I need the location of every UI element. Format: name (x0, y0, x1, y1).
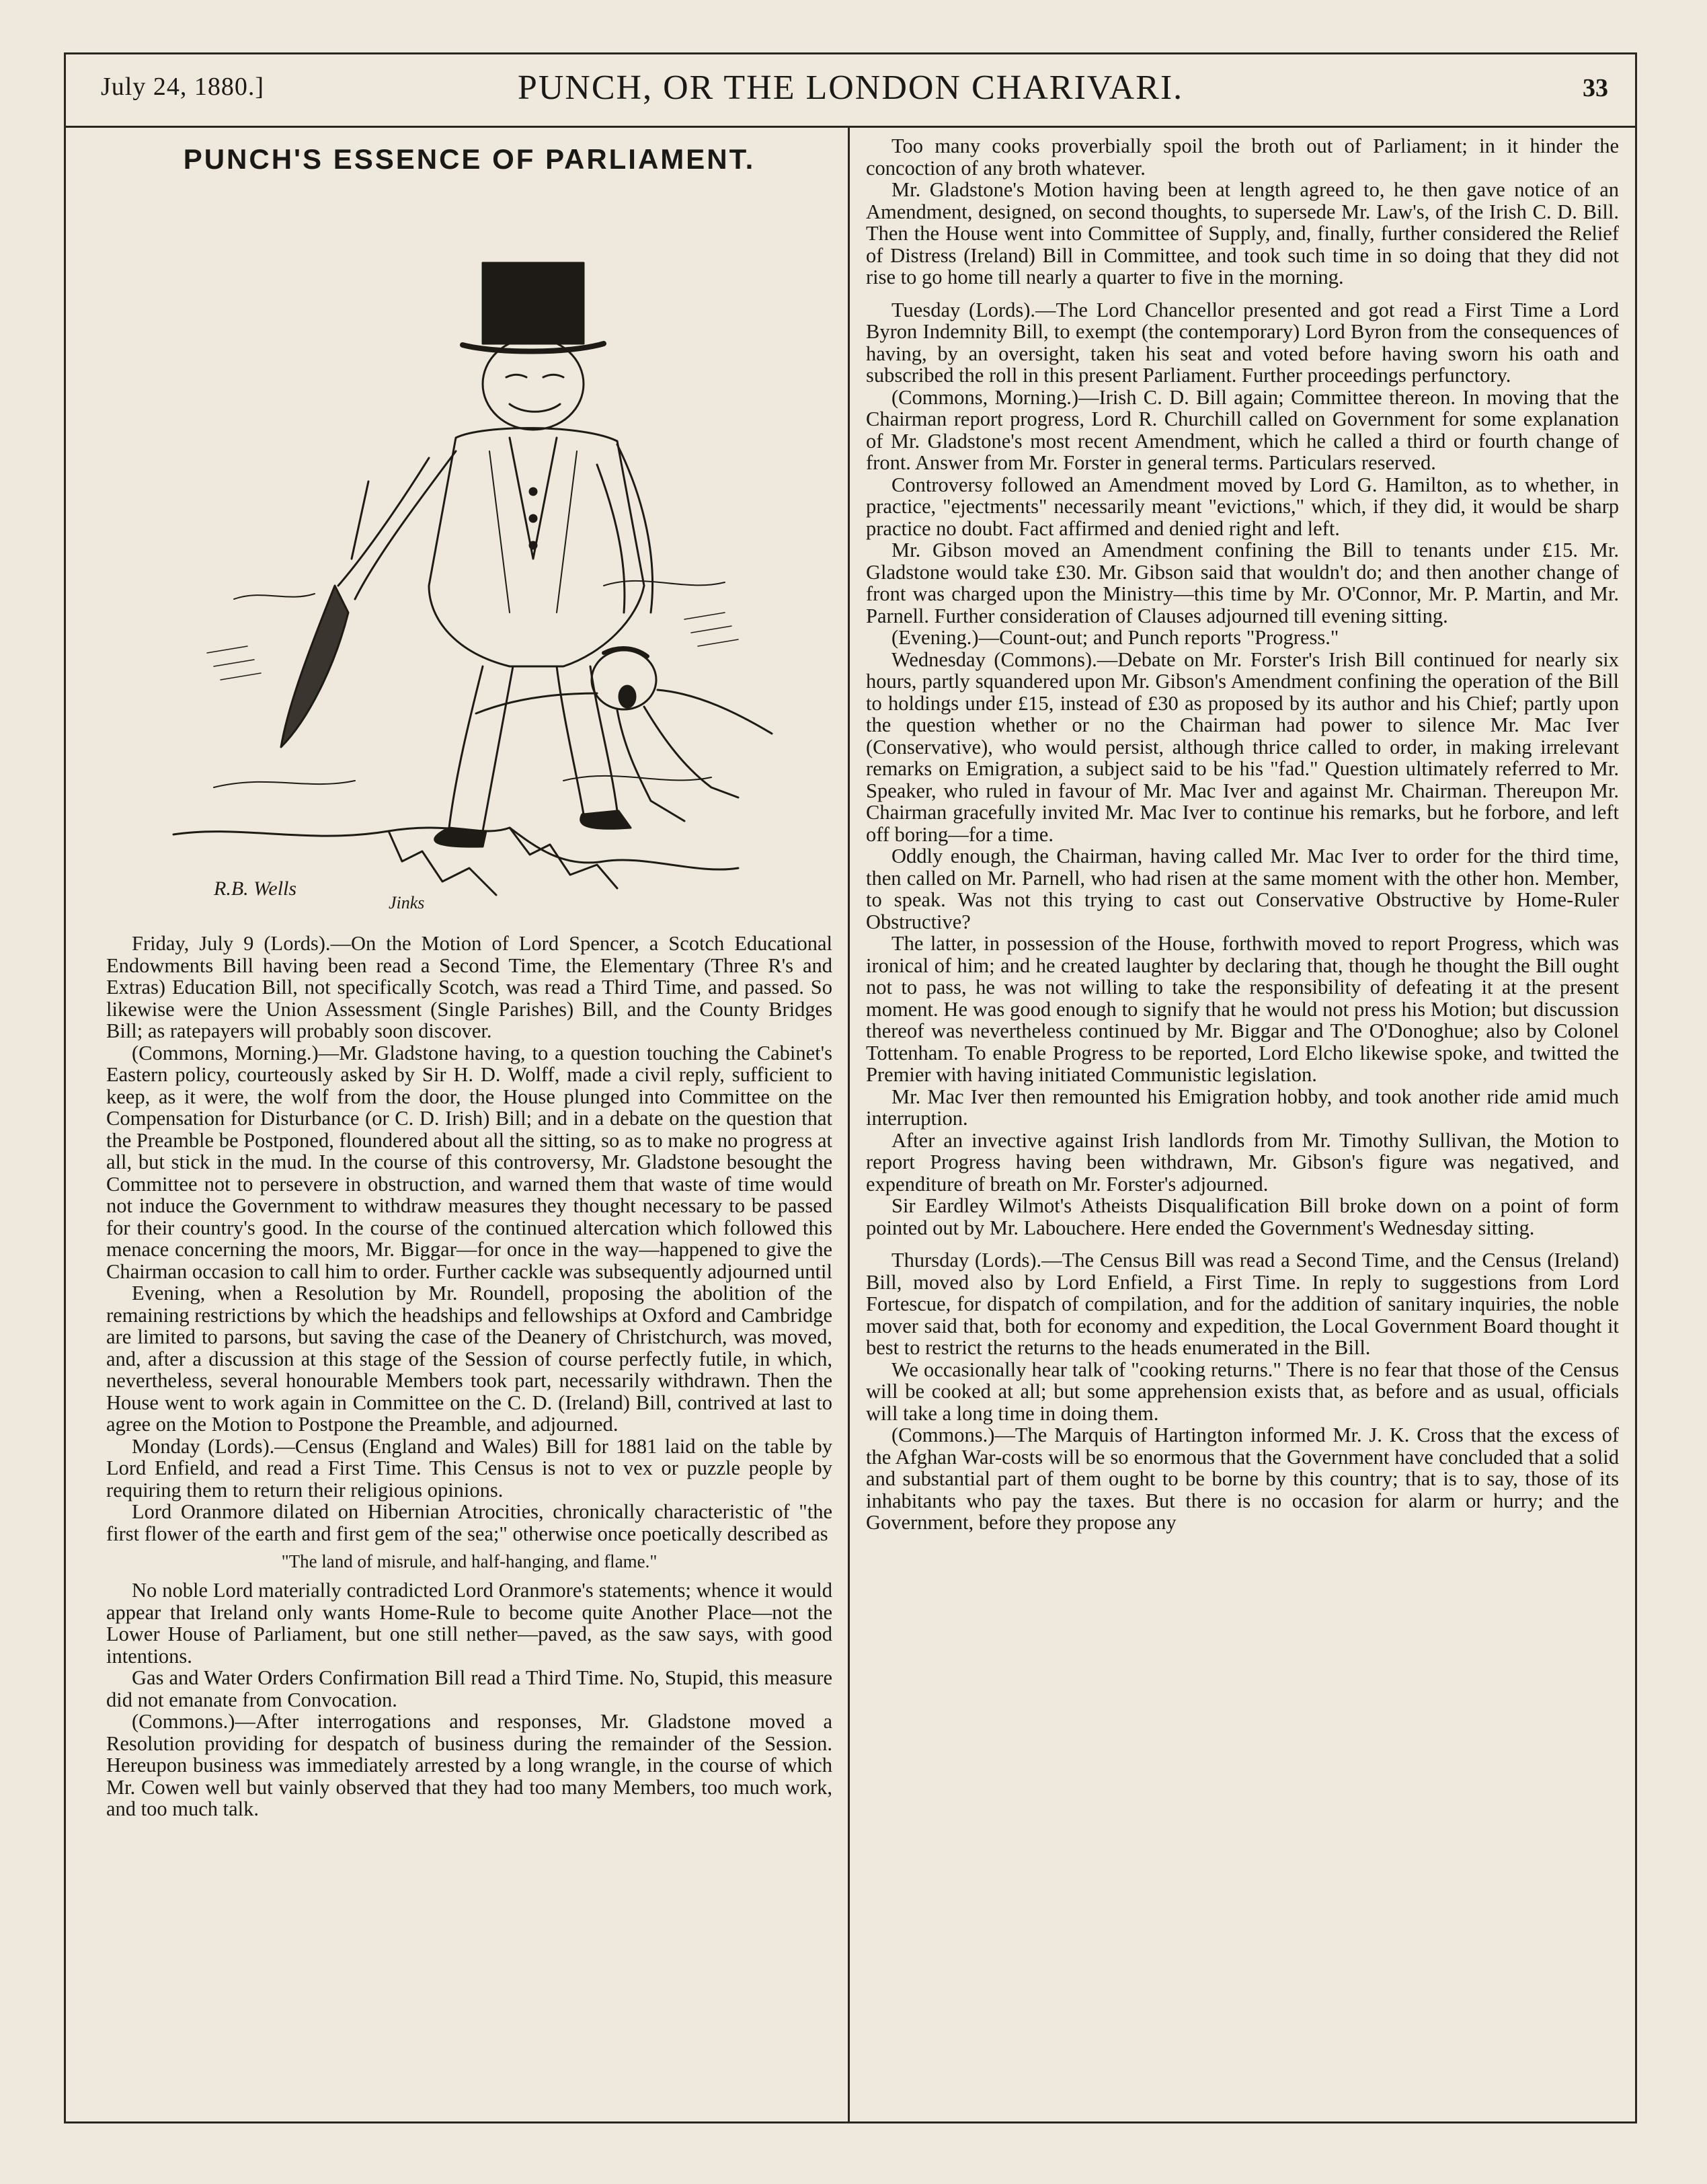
paragraph: Sir Eardley Wilmot's Atheists Disqualification Bill broke down on a point of form pointed out by Mr. Labouchere. Here ended the Government's Wednesday sitting. (866, 1194, 1619, 1239)
column-divider (848, 126, 850, 2123)
engraver-signature: Jinks (389, 893, 425, 912)
paragraph: Lord Oranmore dilated on Hibernian Atrocities, chronically characteristic of "the first flower of the earth and first gem of the sea;" otherwise once poetically described as (106, 1500, 832, 1545)
left-column-text (106, 933, 832, 1820)
paragraph: Mr. Gibson moved an Amendment confining the Bill to tenants under £15. Mr. Gladstone would take £30. Mr. Gibson said that wouldn't do; and then another change of front was charged upon the Ministry—this time by Mr. O'Connor, Mr. P. Martin, and Mr. Parnell. Further consideration of Clauses adjourned till evening sitting. (866, 539, 1619, 627)
page-number: 33 (1583, 74, 1608, 102)
paragraph: The latter, in possession of the House, forthwith moved to report Progress, which was ironical of him; and he created laughter by declaring that, though he thought the Bill ought not to pass, he was not willing to take the responsibility of defeating it at the present moment. He was good enough to signify that he would not press his Motion; but discussion thereof was nevertheless continued by Mr. Biggar and The O'Donoghue; also by Colonel Tottenham. To enable Progress to be reported, Lord Elcho likewise spoke, and twitted the Premier with having initiated Communistic legislation. (866, 932, 1619, 1086)
left-column (106, 135, 832, 2099)
paragraph: Friday, July 9 (Lords).—On the Motion of Lord Spencer, a Scotch Educational Endowments Bill having been read a Second Time, the Elementary (Three R's and Extras) Education Bill, not specifically Scotch, was read a Third Time, and passed. So likewise were the Union Assessment (Single Parishes) Bill, and the County Bridges Bill; as ratepayers will probably soon discover. (106, 932, 832, 1042)
paragraph: (Evening.)—Count-out; and Punch reports "Progress." (891, 626, 1339, 649)
paragraph: Controversy followed an Amendment moved by Lord G. Hamilton, as to whether, in practice, "ejectments" necessarily meant "evictions," which, if they did, it would be sharp practice no doubt. Fact affirmed and denied right and left. (866, 473, 1619, 540)
paragraph: Tuesday (Lords).—The Lord Chancellor presented and got read a First Time a Lord Byron Indemnity Bill, to exempt (the contemporary) Lord Byron from the consequences of having, by an oversight, taken his seat and voted before having sworn his oath and subscribed the roll in this present Parliament. Further proceedings perfunctory. (866, 298, 1619, 387)
right-column (866, 135, 1619, 2112)
publication-title: PUNCH, OR THE LONDON CHARIVARI. (517, 69, 1184, 107)
paragraph: No noble Lord materially contradicted Lord Oranmore's statements; whence it would appear that Ireland only wants Home-Rule to become quite Another Place—not the Lower House of Parliament, but one still nether—paved, as the saw says, with good intentions. (106, 1579, 832, 1668)
paragraph: (Commons, Morning.)—Irish C. D. Bill again; Committee thereon. In moving that the Chairman report progress, Lord R. Churchill called on Government for some explanation of Mr. Gladstone's most recent Amendment, which he called a third or fourth change of front. Answer from Mr. Forster in general terms. Particulars reserved. (866, 385, 1619, 474)
paragraph: We occasionally hear talk of "cooking returns." There is no fear that those of the Census will be cooked at all; but some apprehension exists that, as before and as usual, officials will take a long time in doing them. (866, 1358, 1619, 1425)
article-title: PUNCH'S ESSENCE OF PARLIAMENT. (183, 143, 756, 175)
paragraph: Gas and Water Orders Confirmation Bill read a Third Time. No, Stupid, this measure did not emanate from Convocation. (106, 1666, 832, 1711)
paragraph: (Commons, Morning.)—Mr. Gladstone having, to a question touching the Cabinet's Eastern policy, courteously asked by Sir H. D. Wolff, made a civil reply, sufficient to keep, as it were, the wolf from the door, the House plunged into Committee on the Compensation for Disturbance (or C. D. Irish) Bill; and in a debate on the question that the Preamble be Postponed, floundered about all the sitting, so as to make no progress at all, but stick in the mud. In the course of this controversy, Mr. Gladstone besought the Committee not to persevere in obstruction, and warned them that waste of time would not induce the Government to withdraw measures they thought necessary to be passed for their country's good. In the course of the continued altercation which followed this menace concerning the moors, Mr. Biggar—for once in the way—happened to give the Chairman occasion to call him to order. Further cackle was subsequently adjourned until (106, 1041, 832, 1283)
paragraph: (Commons.)—The Marquis of Hartington informed Mr. J. K. Cross that the excess of the Afghan War-costs will be so enormous that the Government have concluded that a solid and substantial part of them ought to be borne by this country; that is to say, those of its inhabitants who pay the taxes. But there is no occasion for alarm or hurry; and the Government, before they propose any (866, 1424, 1619, 1534)
quotation: "The land of misrule, and half-hanging, and flame." (281, 1551, 658, 1571)
paragraph: Mr. Gladstone's Motion having been at length agreed to, he then gave notice of an Amendment, designed, on second thoughts, to supersede Mr. Law's, of the Irish C. D. Bill. Then the House went into Committee of Supply, and, finally, further considered the Relief of Distress (Ireland) Bill in Committee, and took such time in so doing that they did not rise to go home till nearly a quarter to five in the morning. (866, 178, 1619, 288)
issue-date: July 24, 1880.] (101, 73, 264, 101)
paragraph: Wednesday (Commons).—Debate on Mr. Forster's Irish Bill continued for nearly six hours, partly squandered upon Mr. Gibson's Amendment confining the operation of the Bill to holdings under £15, instead of £30 as proposed by its author and his Chief; partly upon the question whether or no the Chairman had power to silence Mr. Mac Iver (Conservative), who would persist, although thrice called to order, in making irrelevant remarks on Emigration, a subject said to be his "fad." Question ultimately referred to Mr. Speaker, who ruled in favour of Mr. Mac Iver and against Mr. Chairman. Thereupon Mr. Chairman gracefully invited Mr. Mac Iver to continue his remarks, but he forbore, and left off boring—for a time. (866, 648, 1619, 846)
paragraph: Mr. Mac Iver then remounted his Emigration hobby, and took another ride amid much interruption. (866, 1085, 1619, 1130)
paragraph: Too many cooks proverbially spoil the broth out of Parliament; in it hinder the concoction of any broth whatever. (866, 135, 1619, 180)
page-header (66, 54, 1635, 128)
magazine-page (64, 52, 1637, 2123)
paragraph: Monday (Lords).—Census (England and Wales) Bill for 1881 laid on the table by Lord Enfield, and read a First Time. This Census is not to vex or puzzle people by requiring them to return their religious opinions. (106, 1434, 832, 1502)
paragraph: Oddly enough, the Chairman, having called Mr. Mac Iver to order for the third time, then called on Mr. Parnell, who had risen at the same moment with the other hon. Member, to speak. Was not this trying to cast out Conservative Obstructive by Home-Ruler Obstructive? (866, 845, 1619, 933)
paragraph: Thursday (Lords).—The Census Bill was read a Second Time, and the Census (Ireland) Bill, moved also by Lord Enfield, a First Time. In reply to suggestions from Lord Fortescue, for dispatch of compilation, and for the addition of sanitary inquiries, the noble mover said that, both for economy and expedition, the Local Government Board thought it best to restrict the returns to the heads enumerated in the Bill. (866, 1249, 1619, 1359)
paragraph: After an invective against Irish landlords from Mr. Timothy Sullivan, the Motion to report Progress having been withdrawn, Mr. Gibson's figure was negatived, and expenditure of breath on Mr. Forster's adjourned. (866, 1128, 1619, 1196)
paragraph: Evening, when a Resolution by Mr. Roundell, proposing the abolition of the remaining restrictions by which the headships and fellowships at Oxford and Cambridge are limited to parsons, but saving the case of the Deanery of Christchurch, was moved, and, after a discussion at this stage of the Session of course perfectly futile, in which, nevertheless, several honourable Members took part, necessarily withdrawn. Then the House went to work again in Committee on the C. D. (Ireland) Bill, contrived at last to agree on the Motion to Postpone the Preamble, and adjourned. (106, 1282, 832, 1436)
cartoon-illustration (133, 182, 805, 922)
artist-signature: R.B. Wells (214, 878, 297, 900)
paragraph: (Commons.)—After interrogations and responses, Mr. Gladstone moved a Resolution providing for despatch of business during the remainder of the Session. Hereupon business was immediately arrested by a long wrangle, in the course of which Mr. Cowen well but vainly observed that they had too many Members, too much work, and too much talk. (106, 1710, 832, 1820)
